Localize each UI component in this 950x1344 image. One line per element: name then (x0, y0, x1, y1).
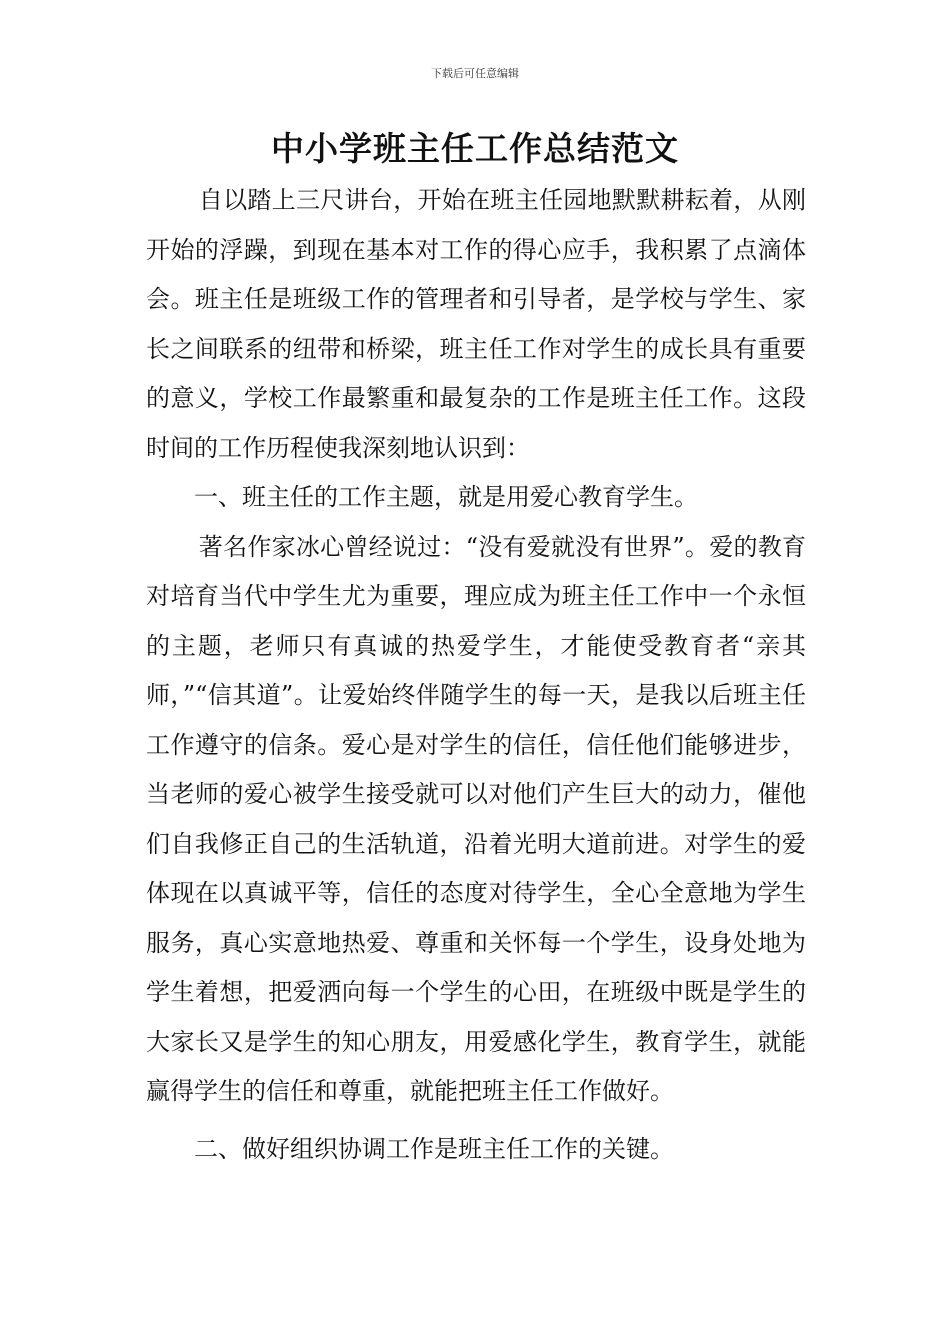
paragraph-gap (146, 1117, 806, 1125)
document-body (146, 176, 806, 1174)
paragraph-intro: 自以踏上三尺讲台，开始在班主任园地默默耕耘着，从刚开始的浮躁，到现在基本对工作的得心应手，我积累了点滴体会。班主任是班级工作的管理者和引导者，是学校与学生、家长之间联系的纽带和桥梁，班主任工作对学生的成长具有重要的意义，学校工作最繁重和最复杂的工作是班主任工作。这段时间的工作历程使我深刻地认识到： (146, 186, 806, 462)
document-title: 中小学班主任工作总结范文 (271, 129, 679, 168)
section-heading-1: 一、班主任的工作主题，就是用爱心教育学生。 (194, 483, 698, 511)
header-note: 下载后可任意编辑 (431, 67, 519, 80)
section-heading-2: 二、做好组织协调工作是班主任工作的关键。 (194, 1134, 674, 1163)
paragraph-love-education: 著名作家冰心曾经说过：“没有爱就没有世界”。爱的教育对培育当代中学生尤为重要，理应成为班主任工作中一个永恒的主题，老师只有真诚的热爱学生，才能使受教育者“亲其师，”“信其道”。让爱始终伴随学生的每一天，是我以后班主任工作遵守的信条。爱心是对学生的信任，信任他们能够进步，当老师的爱心被学生接受就可以对他们产生巨大的动力，催他们自我修正自己的生活轨道，沿着光明大道前进。对学生的爱体现在以真诚平等，信任的态度对待学生，全心全意地为学生服务，真心实意地热爱、尊重和关怀每一个学生，设身处地为学生着想，把爱洒向每一个学生的心田，在班级中既是学生的大家长又是学生的知心朋友，用爱感化学生，教育学生，就能赢得学生的信任和尊重，就能把班主任工作做好。 (146, 532, 806, 1105)
